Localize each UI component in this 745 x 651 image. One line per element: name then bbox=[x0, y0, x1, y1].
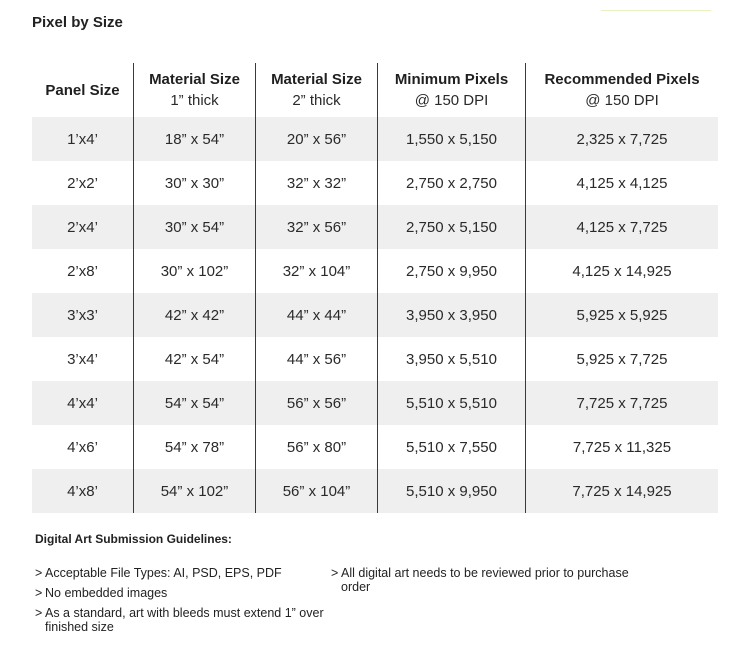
header-material-2in bbox=[256, 63, 378, 117]
guideline-text: No embedded images bbox=[45, 586, 168, 600]
table-row bbox=[32, 249, 718, 293]
header-sub: 2” thick bbox=[292, 92, 341, 109]
minimum-pixels-cell: 3,950 x 5,510 bbox=[378, 337, 526, 381]
material-1in-cell: 18” x 54” bbox=[134, 117, 256, 161]
pixel-size-table bbox=[32, 63, 718, 513]
panel-size-cell: 4’x4’ bbox=[32, 381, 134, 425]
chevron-right-icon: > bbox=[35, 566, 43, 580]
recommended-pixels-cell: 7,725 x 11,325 bbox=[572, 438, 672, 456]
material-1in-cell: 30” x 102” bbox=[134, 249, 256, 293]
list-item bbox=[35, 606, 325, 634]
table-row bbox=[32, 469, 718, 513]
material-1in-cell: 54” x 102” bbox=[134, 469, 256, 513]
table-header-row bbox=[32, 63, 718, 117]
recommended-pixels-cell: 4,125 x 4,125 bbox=[576, 174, 668, 192]
accent-line bbox=[601, 10, 711, 11]
recommended-pixels-cell: 2,325 x 7,725 bbox=[576, 130, 668, 148]
panel-size-cell: 4’x8’ bbox=[32, 469, 134, 513]
header-main: Minimum Pixels bbox=[394, 71, 509, 88]
material-2in-cell: 20” x 56” bbox=[256, 117, 378, 161]
page-title: Pixel by Size bbox=[32, 14, 123, 31]
header-panel-size bbox=[32, 63, 134, 117]
minimum-pixels-cell: 1,550 x 5,150 bbox=[378, 117, 526, 161]
minimum-pixels-cell: 5,510 x 7,550 bbox=[378, 425, 526, 469]
minimum-pixels-cell: 2,750 x 2,750 bbox=[378, 161, 526, 205]
panel-size-cell: 2’x4’ bbox=[32, 205, 134, 249]
guideline-text: All digital art needs to be reviewed prior to purchase order bbox=[341, 566, 629, 594]
recommended-pixels-cell: 7,725 x 14,925 bbox=[572, 482, 672, 500]
chevron-right-icon: > bbox=[35, 606, 43, 620]
table-row bbox=[32, 337, 718, 381]
panel-size-cell: 2’x2’ bbox=[32, 161, 134, 205]
material-2in-cell: 44” x 44” bbox=[256, 293, 378, 337]
header-main: Recommended Pixels bbox=[544, 71, 700, 88]
material-1in-cell: 30” x 30” bbox=[134, 161, 256, 205]
chevron-right-icon: > bbox=[331, 566, 339, 580]
recommended-pixels-cell: 4,125 x 14,925 bbox=[572, 262, 672, 280]
header-sub: @ 150 DPI bbox=[585, 92, 659, 109]
table-row bbox=[32, 425, 718, 469]
header-sub: 1” thick bbox=[170, 92, 219, 109]
guidelines-list-left bbox=[35, 566, 325, 640]
guidelines-list-right bbox=[331, 566, 631, 600]
header-recommended-pixels bbox=[526, 63, 718, 117]
header-material-1in bbox=[134, 63, 256, 117]
material-2in-cell: 56” x 56” bbox=[256, 381, 378, 425]
guideline-text: As a standard, art with bleeds must extend 1” over finished size bbox=[45, 606, 324, 634]
material-2in-cell: 56” x 80” bbox=[256, 425, 378, 469]
table-row bbox=[32, 381, 718, 425]
material-2in-cell: 32” x 32” bbox=[256, 161, 378, 205]
header-main: Material Size bbox=[271, 71, 362, 88]
minimum-pixels-cell: 5,510 x 9,950 bbox=[378, 469, 526, 513]
table-row bbox=[32, 205, 718, 249]
material-1in-cell: 30” x 54” bbox=[134, 205, 256, 249]
recommended-pixels-cell: 7,725 x 7,725 bbox=[576, 394, 668, 412]
list-item bbox=[35, 586, 325, 600]
material-2in-cell: 32” x 56” bbox=[256, 205, 378, 249]
guideline-text: Acceptable File Types: AI, PSD, EPS, PDF bbox=[45, 566, 282, 580]
material-2in-cell: 44” x 56” bbox=[256, 337, 378, 381]
panel-size-cell: 4’x6’ bbox=[32, 425, 134, 469]
list-item bbox=[35, 566, 325, 580]
minimum-pixels-cell: 3,950 x 3,950 bbox=[378, 293, 526, 337]
material-1in-cell: 54” x 78” bbox=[134, 425, 256, 469]
panel-size-cell: 2’x8’ bbox=[32, 249, 134, 293]
header-main: Material Size bbox=[149, 71, 240, 88]
panel-size-cell: 1’x4’ bbox=[32, 117, 134, 161]
minimum-pixels-cell: 2,750 x 5,150 bbox=[378, 205, 526, 249]
list-item bbox=[331, 566, 631, 594]
header-minimum-pixels bbox=[378, 63, 526, 117]
material-1in-cell: 54” x 54” bbox=[134, 381, 256, 425]
table-row bbox=[32, 117, 718, 161]
panel-size-cell: 3’x3’ bbox=[32, 293, 134, 337]
material-2in-cell: 56” x 104” bbox=[256, 469, 378, 513]
panel-size-cell: 3’x4’ bbox=[32, 337, 134, 381]
chevron-right-icon: > bbox=[35, 586, 43, 600]
recommended-pixels-cell: 4,125 x 7,725 bbox=[576, 218, 668, 236]
table-row bbox=[32, 161, 718, 205]
recommended-pixels-cell: 5,925 x 5,925 bbox=[576, 306, 668, 324]
header-main: Panel Size bbox=[45, 81, 120, 99]
table-row bbox=[32, 293, 718, 337]
material-1in-cell: 42” x 42” bbox=[134, 293, 256, 337]
recommended-pixels-cell: 5,925 x 7,725 bbox=[576, 350, 668, 368]
material-2in-cell: 32” x 104” bbox=[256, 249, 378, 293]
header-sub: @ 150 DPI bbox=[414, 92, 489, 109]
material-1in-cell: 42” x 54” bbox=[134, 337, 256, 381]
minimum-pixels-cell: 2,750 x 9,950 bbox=[378, 249, 526, 293]
guidelines-title: Digital Art Submission Guidelines: bbox=[35, 532, 232, 546]
minimum-pixels-cell: 5,510 x 5,510 bbox=[378, 381, 526, 425]
